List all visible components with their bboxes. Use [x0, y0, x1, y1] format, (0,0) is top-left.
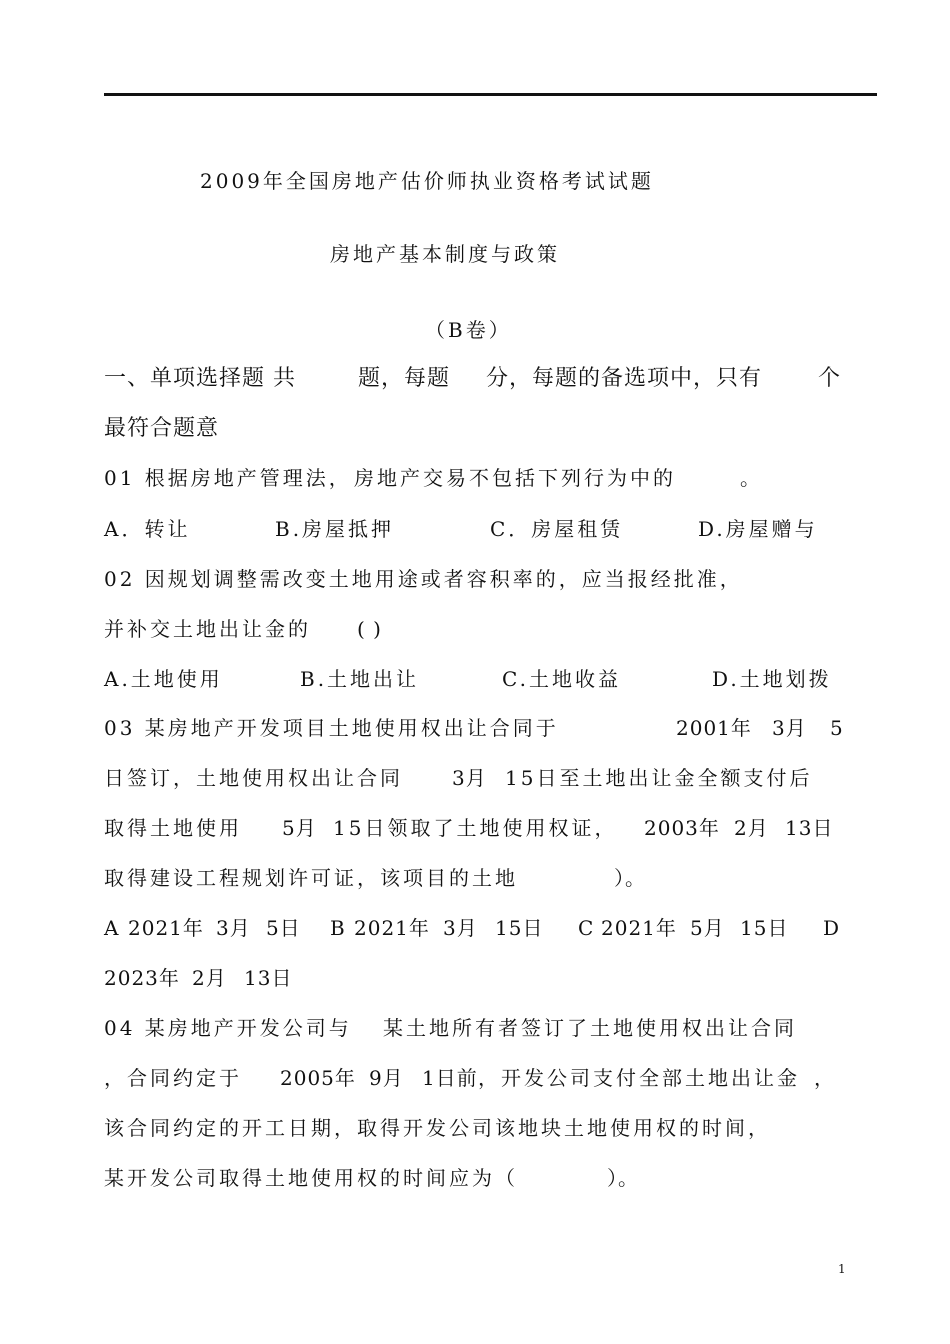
question-3-option-a-month: 3月 [216, 916, 251, 940]
question-1-text: 01 根据房地产管理法， [104, 466, 352, 490]
question-3-option-c-year: 2021年 [601, 916, 677, 940]
section-heading-part2: 题，每题 [358, 366, 451, 391]
question-4-line2-rest: ，开发公司支付全部土地出让金 [478, 1066, 800, 1090]
question-3-line2: 日签订，土地使用权出让合同 [104, 766, 403, 790]
question-4-line2-month: 9月 [369, 1066, 404, 1090]
question-3-option-d-year: 2023年 [104, 966, 180, 990]
question-4-text: 04 某房地产开发公司与 [104, 1016, 352, 1040]
question-3-option-a-year: 2021年 [128, 916, 204, 940]
question-3-line3-year: 2003年 [644, 816, 720, 840]
question-1-option-c: C．房屋租赁 [490, 517, 624, 541]
paper-version: （B卷） [425, 318, 512, 342]
question-2-text-2: 并补交土地出让金的 [104, 617, 311, 641]
header-rule [104, 93, 877, 96]
question-3-line3: 取得土地使用 [104, 816, 242, 840]
question-3-option-a-day: 5日 [266, 916, 301, 940]
question-4-text-2: 某土地所有者签订了土地使用权出让合同 [383, 1016, 797, 1040]
question-3-line2-rest: 15日至土地出让金全额支付后 [505, 766, 813, 790]
question-3-line3-month2: 2月 [734, 816, 769, 840]
question-2-blank: ( ) [357, 617, 382, 641]
page-number: 1 [838, 1262, 846, 1276]
question-4-blank: ）。 [607, 1166, 639, 1190]
question-1-option-b: B.房屋抵押 [275, 517, 395, 541]
doc-title: 2009年全国房地产估价师执业资格考试试题 [200, 169, 654, 193]
question-1-text-2: 房地产交易不包括下列行为中的 [354, 466, 676, 490]
question-3-option-d-day: 13日 [244, 966, 293, 990]
question-3-option-b-month: 3月 [443, 916, 478, 940]
question-4-line2-day: 1日前 [422, 1066, 478, 1090]
question-3-line3-rest: 15日领取了土地使用权证， [333, 816, 618, 840]
question-3-line4: 取得建设工程规划许可证，该项目的土地 [104, 866, 518, 890]
question-3-text: 03 某房地产开发项目土地使用权出让合同于 [104, 716, 559, 740]
question-4-line4: 某开发公司取得土地使用权的时间应为（ [104, 1166, 518, 1190]
question-3-date-year: 2001年 [676, 716, 752, 740]
section-heading: 一、单项选择题 共 [104, 366, 296, 391]
question-4-line2: ，合同约定于 [104, 1066, 242, 1090]
question-4-line2-end: ， [814, 1066, 837, 1090]
section-heading-part4: 个 [818, 366, 842, 391]
question-3-option-b-year: 2021年 [354, 916, 430, 940]
question-2-option-d: D.土地划拨 [712, 667, 832, 691]
question-2-option-b: B.土地出让 [300, 667, 420, 691]
question-3-option-b-letter: B [330, 916, 346, 940]
question-3-option-c-month: 5月 [690, 916, 725, 940]
section-heading-line2: 最符合题意 [104, 416, 220, 441]
question-3-option-d-letter: D [823, 916, 841, 940]
question-4-line2-year: 2005年 [280, 1066, 356, 1090]
question-1-blank: 。 [740, 466, 763, 490]
section-heading-part3: 分，每题的备选项中，只有 [486, 366, 763, 391]
question-3-option-c-letter: C [578, 916, 595, 940]
question-2-text: 02 因规划调整需改变土地用途或者容积率的，应当报经批准， [104, 567, 743, 591]
question-3-line3-month: 5月 [282, 816, 317, 840]
doc-subtitle: 房地产基本制度与政策 [330, 242, 560, 266]
question-1-option-a: A．转让 [104, 517, 191, 541]
question-2-option-a: A.土地使用 [104, 667, 223, 691]
question-3-date-month: 3月 [772, 716, 807, 740]
question-4-line3: 该合同约定的开工日期，取得开发公司该地块土地使用权的时间， [104, 1116, 771, 1140]
question-3-date-day: 5 [830, 716, 844, 740]
question-3-option-a-letter: A [104, 916, 120, 940]
question-3-line3-day: 13日 [785, 816, 834, 840]
question-3-option-d-month: 2月 [192, 966, 227, 990]
question-3-blank: ）。 [614, 866, 646, 890]
question-3-option-c-day: 15日 [740, 916, 789, 940]
question-3-line2-month: 3月 [452, 766, 487, 790]
question-2-option-c: C.土地收益 [502, 667, 621, 691]
question-1-option-d: D.房屋赠与 [698, 517, 818, 541]
question-3-option-b-day: 15日 [495, 916, 544, 940]
